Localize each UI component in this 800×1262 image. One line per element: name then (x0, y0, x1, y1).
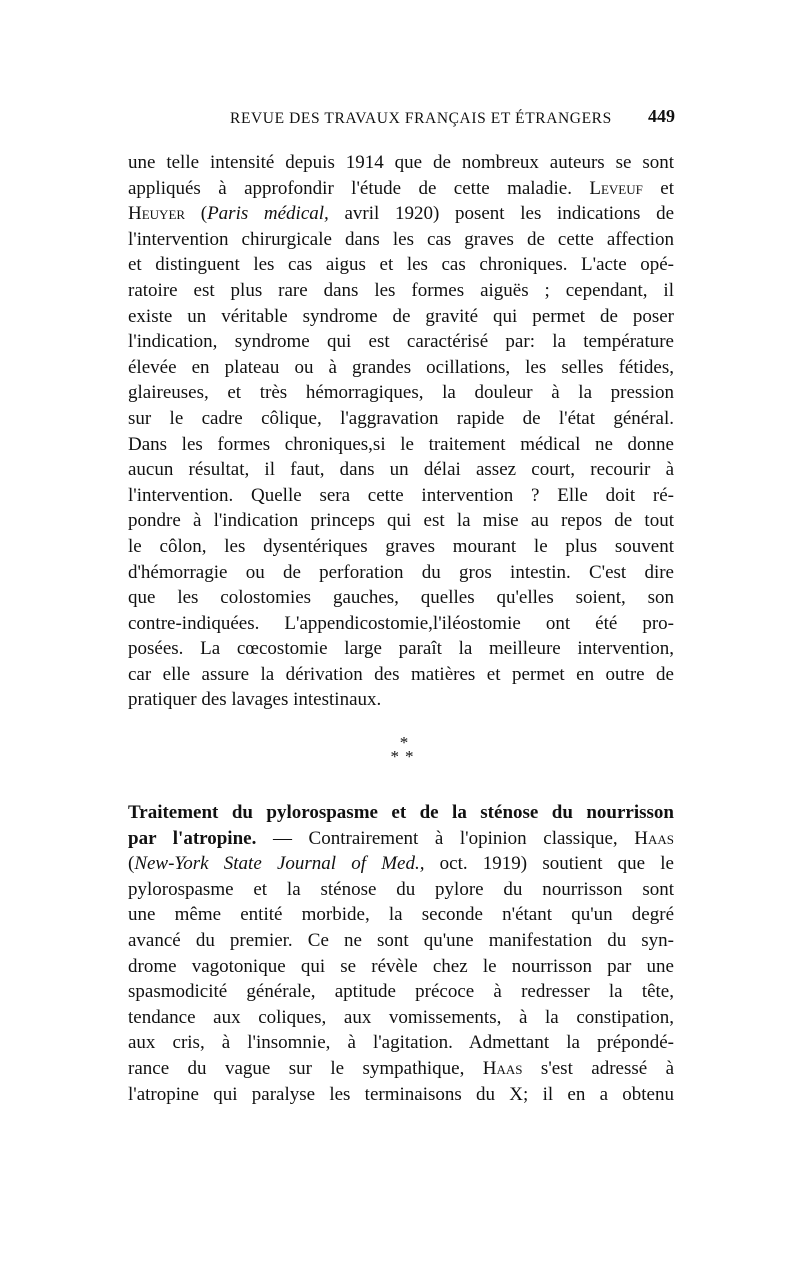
text-line: tendance aux coliques, aux vomissements, à la constipation, (128, 1006, 674, 1028)
reference-open: ( (200, 203, 208, 225)
asterism-bottom: ** (390, 747, 420, 766)
text-line (128, 1056, 674, 1082)
text-line: contre-indiquées. L'appendicostomie,l'iléostomie ont été pro- (128, 612, 674, 634)
author-name: Leveuf (589, 177, 643, 199)
running-title: REVUE DES TRAVAUX FRANÇAIS ET ÉTRANGERS (230, 110, 612, 127)
author-name: Haas (634, 827, 675, 849)
section-divider-asterism (372, 733, 432, 776)
text-line (128, 201, 674, 227)
text-line: pondre à l'indication princeps qui est la mise au repos de tout (128, 510, 674, 532)
text-line: élevée en plateau ou à grandes ocillations, les selles fétides, (128, 356, 674, 378)
text-line: sur le cadre côlique, l'aggravation rapide de l'état général. (128, 407, 674, 429)
text-line: existe un véritable syndrome de gravité qui permet de poser (128, 305, 674, 327)
text-line: une telle intensité depuis 1914 que de nombreux auteurs se sont (128, 152, 674, 173)
page-number: 449 (648, 106, 675, 126)
text-line: spasmodicité générale, aptitude précoce à redresser la tête, (128, 981, 674, 1003)
text-line: l'intervention chirurgicale dans les cas graves de cette affection (128, 228, 674, 250)
text-line: pratiquer des lavages intestinaux. (128, 689, 382, 711)
author-name: Haas (482, 1057, 523, 1079)
text-line: l'atropine qui paralyse les terminaisons du X; il en a obtenu (128, 1083, 674, 1105)
text-line-tail: s'est adressé à (540, 1057, 675, 1079)
section-title: Traitement du pylorospasme et de la sténose du nourrisson (128, 802, 674, 823)
text-line: aux cris, à l'insomnie, à l'agitation. Admettant la prépondé- (128, 1032, 674, 1054)
journal-title: Paris médical, (207, 203, 329, 225)
text-line-tail: et (660, 177, 675, 199)
text-line: ratoire est plus rare dans les formes aiguës ; cependant, il (128, 279, 674, 301)
text-line: une même entité morbide, la seconde n'étant qu'un degré (128, 904, 674, 926)
text-line: et distinguent les cas aigus et les cas chroniques. L'acte opé- (128, 254, 674, 276)
text-line-body: rance du vague sur le sympathique, (128, 1057, 465, 1079)
section-title-end: par l'atropine. (128, 827, 257, 849)
text-line-tail: oct. 1919) soutient que le (439, 853, 674, 875)
text-line (128, 851, 674, 877)
text-line (128, 176, 674, 202)
running-header (130, 106, 675, 134)
text-line: d'hémorragie ou de perforation du gros intestin. C'est dire (128, 561, 674, 583)
text-line: car elle assure la dérivation des matières et permet en outre de (128, 663, 674, 685)
text-line: le côlon, les dysentériques graves mourant le plus souvent (128, 535, 674, 557)
text-line: posées. La cœcostomie large paraît la meilleure intervention, (128, 638, 674, 660)
reference-open: ( (128, 853, 135, 875)
journal-title: New-York State Journal of Med., (134, 853, 425, 875)
text-line (128, 826, 674, 852)
text-line-body: — Contrairement à l'opinion classique, (272, 827, 618, 849)
text-line: l'indication, syndrome qui est caractérisé par: la température (128, 331, 674, 353)
asterism-top: * (399, 733, 409, 752)
paragraph-dysentery-surgery (128, 150, 674, 713)
text-line: pylorospasme et la sténose du pylore du nourrisson sont (128, 878, 674, 900)
text-line: que les colostomies gauches, quelles qu'elles soient, son (128, 587, 674, 609)
paragraph-pylorospasm (128, 800, 674, 1107)
text-line: glaireuses, et très hémorragiques, la douleur à la pression (128, 382, 674, 404)
text-line: drome vagotonique qui se révèle chez le nourrisson par une (128, 955, 674, 977)
text-line: Dans les formes chroniques,si le traitement médical ne donne (128, 433, 674, 455)
author-name: Heuyer (128, 203, 186, 225)
text-line: avancé du premier. Ce ne sont qu'une manifestation du syn- (128, 929, 674, 951)
text-line-body: appliqués à approfondir l'étude de cette maladie. (128, 177, 572, 199)
text-line-tail: avril 1920) posent les indications de (344, 203, 674, 225)
text-line: aucun résultat, il faut, dans un délai assez court, recourir à (128, 459, 674, 481)
text-line: l'intervention. Quelle sera cette intervention ? Elle doit ré- (128, 484, 674, 506)
